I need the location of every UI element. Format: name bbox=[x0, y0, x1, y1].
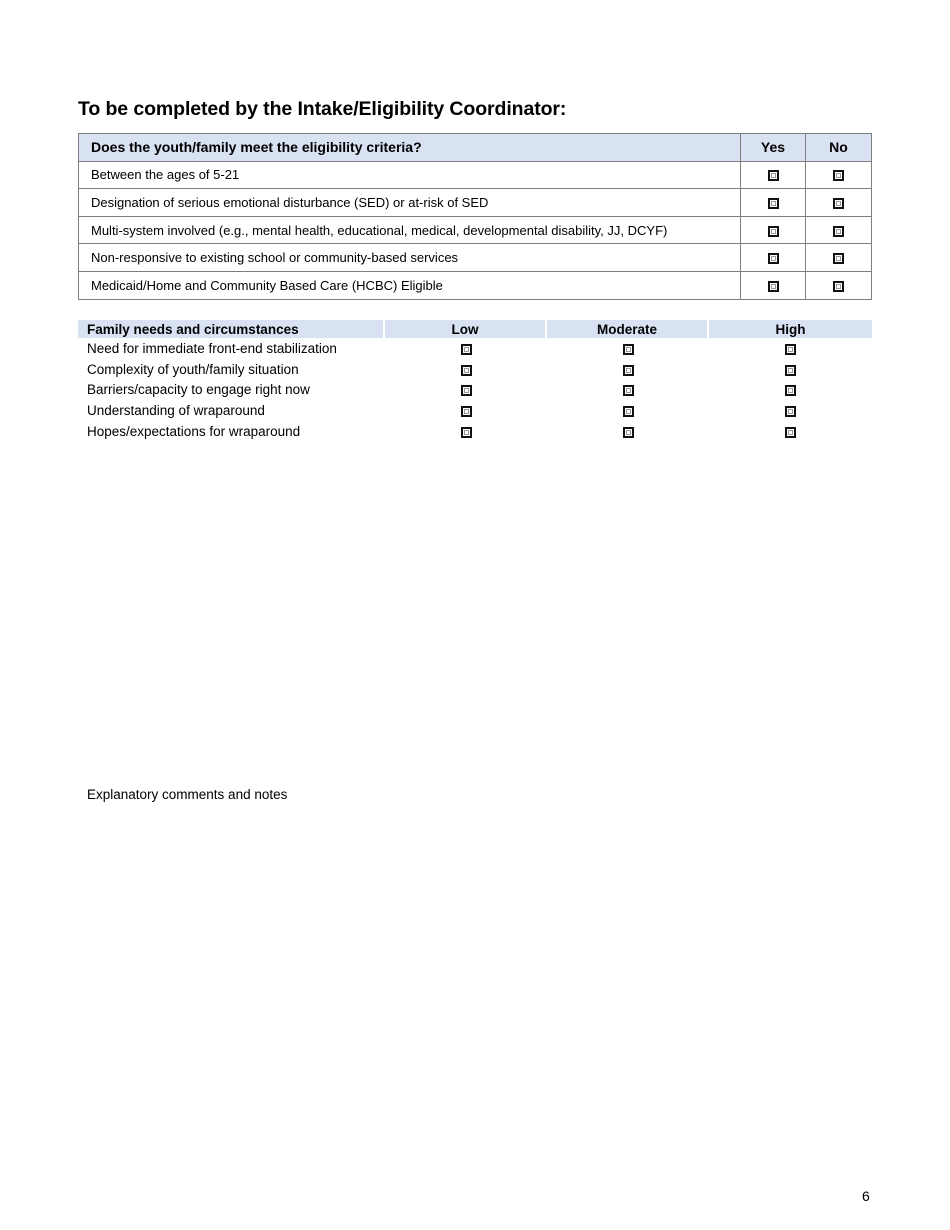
yes-checkbox[interactable] bbox=[768, 226, 779, 237]
yes-checkbox[interactable] bbox=[768, 281, 779, 292]
high-checkbox[interactable] bbox=[785, 427, 796, 438]
moderate-column-header: Moderate bbox=[547, 320, 709, 338]
no-checkbox[interactable] bbox=[833, 253, 844, 264]
yes-checkbox[interactable] bbox=[768, 198, 779, 209]
low-column-header: Low bbox=[385, 320, 547, 338]
no-checkbox[interactable] bbox=[833, 226, 844, 237]
notes-label: Explanatory comments and notes bbox=[87, 787, 288, 802]
criterion-label: Between the ages of 5-21 bbox=[79, 161, 741, 189]
criterion-label: Designation of serious emotional disturbance (SED) or at-risk of SED bbox=[79, 189, 741, 217]
table-row bbox=[79, 216, 872, 244]
eligibility-question: Does the youth/family meet the eligibility criteria? bbox=[79, 134, 741, 162]
page-number: 6 bbox=[862, 1188, 870, 1204]
high-checkbox[interactable] bbox=[785, 365, 796, 376]
eligibility-header-row bbox=[79, 134, 872, 162]
table-row bbox=[78, 400, 872, 421]
no-checkbox[interactable] bbox=[833, 198, 844, 209]
high-column-header: High bbox=[709, 320, 872, 338]
high-checkbox[interactable] bbox=[785, 385, 796, 396]
yes-checkbox[interactable] bbox=[768, 170, 779, 181]
need-label: Hopes/expectations for wraparound bbox=[87, 424, 301, 440]
moderate-checkbox[interactable] bbox=[623, 385, 634, 396]
need-label: Barriers/capacity to engage right now bbox=[87, 382, 310, 398]
low-checkbox[interactable] bbox=[461, 385, 472, 396]
criterion-label: Non-responsive to existing school or community-based services bbox=[79, 244, 741, 272]
table-row bbox=[78, 380, 872, 401]
moderate-checkbox[interactable] bbox=[623, 406, 634, 417]
table-row bbox=[78, 421, 872, 442]
no-column-header: No bbox=[806, 134, 872, 162]
section-title: To be completed by the Intake/Eligibility Coordinator: bbox=[78, 98, 567, 120]
high-checkbox[interactable] bbox=[785, 344, 796, 355]
eligibility-table bbox=[78, 133, 872, 300]
family-needs-table bbox=[78, 320, 872, 442]
moderate-checkbox[interactable] bbox=[623, 344, 634, 355]
need-label: Understanding of wraparound bbox=[87, 403, 265, 419]
moderate-checkbox[interactable] bbox=[623, 365, 634, 376]
table-row bbox=[79, 271, 872, 299]
yes-column-header: Yes bbox=[741, 134, 806, 162]
needs-header-row bbox=[78, 320, 872, 338]
table-row bbox=[78, 359, 872, 380]
low-checkbox[interactable] bbox=[461, 344, 472, 355]
table-row bbox=[79, 244, 872, 272]
low-checkbox[interactable] bbox=[461, 406, 472, 417]
table-row bbox=[78, 338, 872, 359]
criterion-label: Multi-system involved (e.g., mental health, educational, medical, developmental disability, JJ, DCYF) bbox=[79, 216, 741, 244]
high-checkbox[interactable] bbox=[785, 406, 796, 417]
no-checkbox[interactable] bbox=[833, 281, 844, 292]
table-row bbox=[79, 161, 872, 189]
need-label: Complexity of youth/family situation bbox=[87, 361, 299, 377]
need-label: Need for immediate front-end stabilization bbox=[87, 340, 337, 356]
low-checkbox[interactable] bbox=[461, 427, 472, 438]
table-row bbox=[79, 189, 872, 217]
criterion-label: Medicaid/Home and Community Based Care (HCBC) Eligible bbox=[79, 271, 741, 299]
yes-checkbox[interactable] bbox=[768, 253, 779, 264]
needs-header: Family needs and circumstances bbox=[78, 320, 385, 338]
low-checkbox[interactable] bbox=[461, 365, 472, 376]
no-checkbox[interactable] bbox=[833, 170, 844, 181]
moderate-checkbox[interactable] bbox=[623, 427, 634, 438]
